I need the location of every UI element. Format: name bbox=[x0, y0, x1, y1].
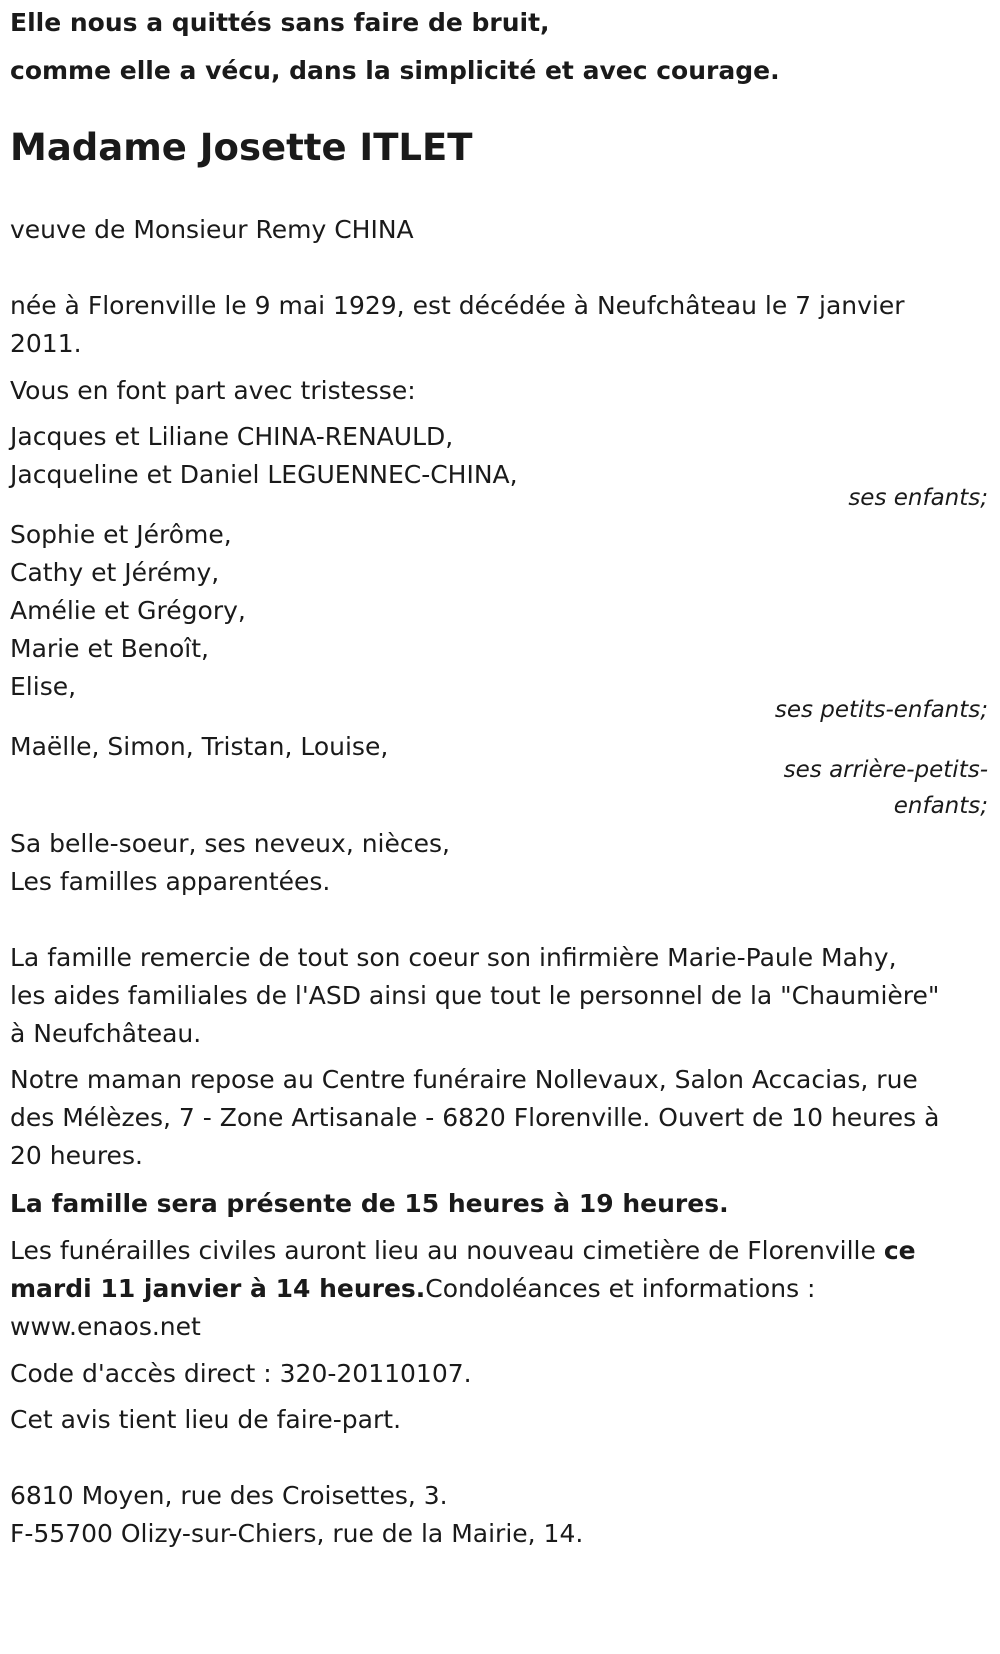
thanks-line-3: à Neufchâteau. bbox=[10, 1019, 202, 1048]
thanks-line-2: les aides familiales de l'ASD ainsi que tout le personnel de la "Chaumière" bbox=[10, 981, 940, 1010]
family-line-2: Les familles apparentées. bbox=[10, 867, 331, 896]
great-grandchildren-role-line-1: ses arrière-petits- bbox=[783, 757, 988, 783]
deceased-name-title: Madame Josette ITLET bbox=[10, 126, 473, 169]
funeral-line-1 bbox=[10, 1236, 916, 1266]
grandchild-name: Sophie et Jérôme, bbox=[10, 520, 232, 549]
funeral-line-2 bbox=[10, 1274, 815, 1304]
child-name: Jacqueline et Daniel LEGUENNEC-CHINA, bbox=[10, 460, 518, 489]
funeral-date-time: mardi 11 janvier à 14 heures. bbox=[10, 1274, 426, 1303]
birth-death-line-1: née à Florenville le 9 mai 1929, est décédée à Neufchâteau le 7 janvier bbox=[10, 291, 905, 320]
announcement-line: Vous en font part avec tristesse: bbox=[10, 376, 416, 405]
grandchild-name: Elise, bbox=[10, 672, 77, 701]
great-grandchildren-names: Maëlle, Simon, Tristan, Louise, bbox=[10, 732, 389, 761]
grandchildren-role-label: ses petits-enfants; bbox=[774, 697, 988, 723]
great-grandchildren-role-line-2: enfants; bbox=[893, 793, 988, 819]
widow-of-line: veuve de Monsieur Remy CHINA bbox=[10, 215, 414, 244]
grandchild-name: Marie et Benoît, bbox=[10, 634, 209, 663]
website-text: www.enaos.net bbox=[10, 1312, 201, 1341]
funeral-line-2-text: Condoléances et informations : bbox=[425, 1274, 816, 1303]
grandchild-name: Amélie et Grégory, bbox=[10, 596, 246, 625]
rest-place-line-1: Notre maman repose au Centre funéraire Nollevaux, Salon Accacias, rue bbox=[10, 1065, 918, 1094]
rest-place-line-3: 20 heures. bbox=[10, 1141, 143, 1170]
family-presence-line: La famille sera présente de 15 heures à 19 heures. bbox=[10, 1189, 729, 1218]
thanks-line-1: La famille remercie de tout son coeur son infirmière Marie-Paule Mahy, bbox=[10, 943, 897, 972]
access-code-line: Code d'accès direct : 320-20110107. bbox=[10, 1359, 472, 1388]
intro-line-1: Elle nous a quittés sans faire de bruit, bbox=[10, 8, 550, 37]
address-line: 6810 Moyen, rue des Croisettes, 3. bbox=[10, 1481, 448, 1510]
family-line-1: Sa belle-soeur, ses neveux, nièces, bbox=[10, 829, 450, 858]
child-name: Jacques et Liliane CHINA-RENAULD, bbox=[10, 422, 454, 451]
funeral-line-1-bold: ce bbox=[883, 1236, 916, 1265]
notice-line: Cet avis tient lieu de faire-part. bbox=[10, 1405, 402, 1434]
rest-place-line-2: des Mélèzes, 7 - Zone Artisanale - 6820 Florenville. Ouvert de 10 heures à bbox=[10, 1103, 940, 1132]
children-role-label: ses enfants; bbox=[848, 485, 988, 511]
address-line: F-55700 Olizy-sur-Chiers, rue de la Mairie, 14. bbox=[10, 1519, 584, 1548]
birth-death-line-2: 2011. bbox=[10, 329, 82, 358]
intro-line-2: comme elle a vécu, dans la simplicité et avec courage. bbox=[10, 56, 780, 85]
funeral-line-1-text: Les funérailles civiles auront lieu au nouveau cimetière de Florenville bbox=[10, 1236, 884, 1265]
grandchild-name: Cathy et Jérémy, bbox=[10, 558, 220, 587]
